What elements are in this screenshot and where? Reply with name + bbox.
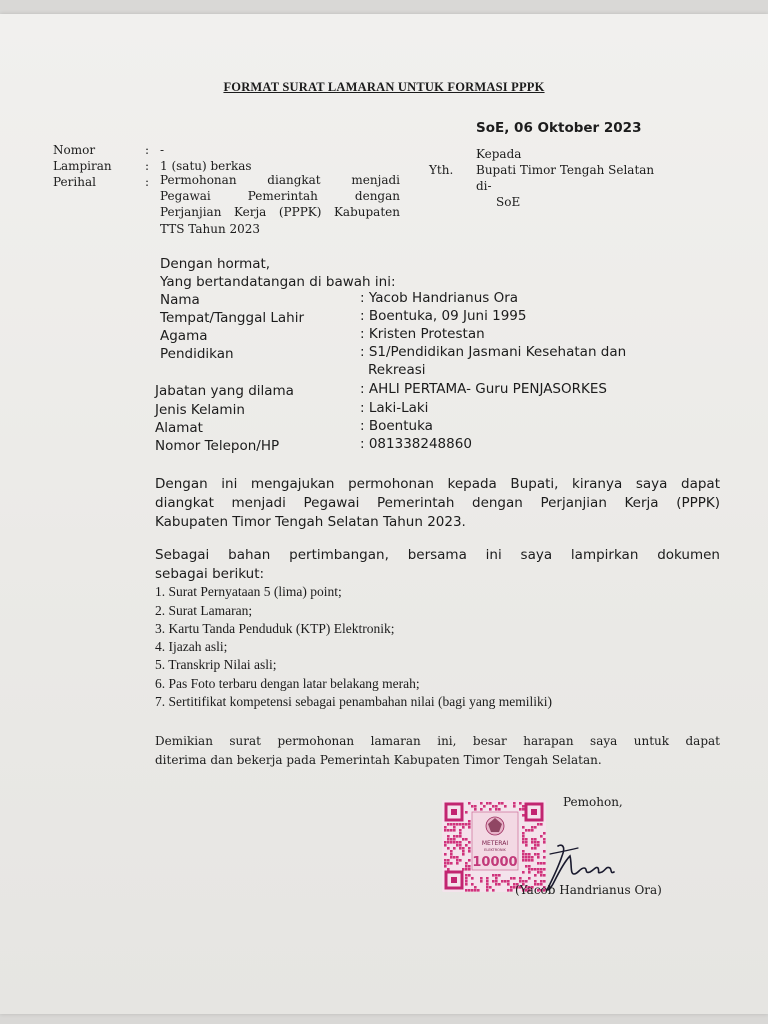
- pemohon-label: Pemohon,: [563, 795, 623, 809]
- recipient-di: di-: [476, 179, 492, 193]
- identity-value-nama: : Yacob Handrianus Ora: [360, 290, 519, 306]
- attachment-item: 1. Surat Pernyataan 5 (lima) point;: [155, 584, 342, 599]
- yth-label: Yth.: [429, 163, 454, 177]
- attachments-intro: [155, 546, 720, 584]
- attachments-intro-line-1: Sebagai bahan pertimbangan, bersama ini saya lampirkan dokumen: [155, 547, 720, 563]
- identity-value-kelamin: : Laki-Laki: [360, 400, 429, 416]
- identity-label-alamat: Alamat: [155, 420, 203, 436]
- lampiran-separator: :: [145, 159, 150, 173]
- closing-paragraph: [155, 732, 720, 770]
- closing-line-1: Demikian surat permohonan lamaran ini, besar harapan saya untuk dapat: [155, 734, 720, 748]
- recipient-kepada: Kepada: [476, 147, 522, 161]
- attachment-item: 7. Sertitifikat kompetensi sebagai penambahan nilai (bagi yang memiliki): [155, 694, 553, 709]
- attachment-item: 5. Transkrip Nilai asli;: [155, 657, 277, 672]
- attachment-item: 6. Pas Foto terbaru dengan latar belakang merah;: [155, 676, 420, 691]
- identity-value-ttl: : Boentuka, 09 Juni 1995: [360, 308, 527, 324]
- identity-value-jabatan: : AHLI PERTAMA- Guru PENJASORKES: [360, 381, 607, 397]
- svg-text:METERAI: METERAI: [481, 840, 509, 847]
- attachment-item: 4. Ijazah asli;: [155, 639, 228, 654]
- identity-label-pendidikan: Pendidikan: [160, 346, 234, 362]
- identity-value-telepon: : 081338248860: [360, 436, 472, 452]
- svg-text:ELEKTRONIK: ELEKTRONIK: [484, 848, 506, 852]
- perihal-line-3: Perjanjian Kerja (PPPK) Kabupaten: [160, 205, 400, 219]
- nomor-separator: :: [145, 143, 150, 157]
- closing-line-2: diterima dan bekerja pada Pemerintah Kabupaten Timor Tengah Selatan.: [155, 753, 602, 767]
- perihal-separator: :: [145, 175, 150, 189]
- lampiran-value: 1 (satu) berkas: [160, 159, 252, 173]
- letter-title: FORMAT SURAT LAMARAN UNTUK FORMASI PPPK: [223, 80, 545, 94]
- letter-date: SoE, 06 Oktober 2023: [476, 120, 642, 136]
- identity-label-agama: Agama: [160, 328, 208, 344]
- identity-label-nama: Nama: [160, 292, 200, 308]
- recipient-name: Bupati Timor Tengah Selatan: [476, 163, 655, 177]
- letter-page: [0, 14, 768, 1014]
- perihal-line-1: Permohonan diangkat menjadi: [160, 173, 400, 187]
- identity-label-telepon: Nomor Telepon/HP: [155, 438, 280, 454]
- e-meterai-stamp: [442, 800, 546, 892]
- request-line-2: diangkat menjadi Pegawai Pemerintah dengan Perjanjian Kerja (PPPK): [155, 495, 720, 511]
- attachment-item: 3. Kartu Tanda Penduduk (KTP) Elektronik;: [155, 621, 395, 636]
- signer-name: (Yacob Handrianus Ora): [515, 883, 662, 897]
- identity-value-alamat: : Boentuka: [360, 418, 433, 434]
- perihal-line-2: Pegawai Pemerintah dengan: [160, 189, 400, 203]
- request-line-3: Kabupaten Timor Tengah Selatan Tahun 2023.: [155, 514, 466, 530]
- intro-line: Yang bertandatangan di bawah ini:: [160, 274, 396, 290]
- attachments-intro-line-2: sebagai berikut:: [155, 566, 265, 582]
- request-line-1: Dengan ini mengajukan permohonan kepada Bupati, kiranya saya dapat: [155, 476, 720, 492]
- nomor-value: -: [160, 143, 165, 157]
- nomor-label: Nomor: [53, 143, 96, 157]
- perihal-line-4: TTS Tahun 2023: [160, 222, 261, 236]
- identity-value-pendidikan: : S1/Pendidikan Jasmani Kesehatan dan: [360, 344, 627, 360]
- recipient-place: SoE: [496, 195, 521, 209]
- attachment-item: 2. Surat Lamaran;: [155, 603, 253, 618]
- lampiran-label: Lampiran: [53, 159, 112, 173]
- svg-text:10000: 10000: [472, 855, 518, 870]
- identity-value-pendidikan-cont: Rekreasi: [368, 362, 426, 378]
- identity-label-jabatan: Jabatan yang dilama: [155, 383, 294, 399]
- greeting: Dengan hormat,: [160, 256, 271, 272]
- perihal-label: Perihal: [53, 175, 96, 189]
- identity-value-agama: : Kristen Protestan: [360, 326, 485, 342]
- identity-label-ttl: Tempat/Tanggal Lahir: [160, 310, 305, 326]
- request-paragraph: [155, 475, 720, 532]
- identity-label-kelamin: Jenis Kelamin: [155, 402, 245, 418]
